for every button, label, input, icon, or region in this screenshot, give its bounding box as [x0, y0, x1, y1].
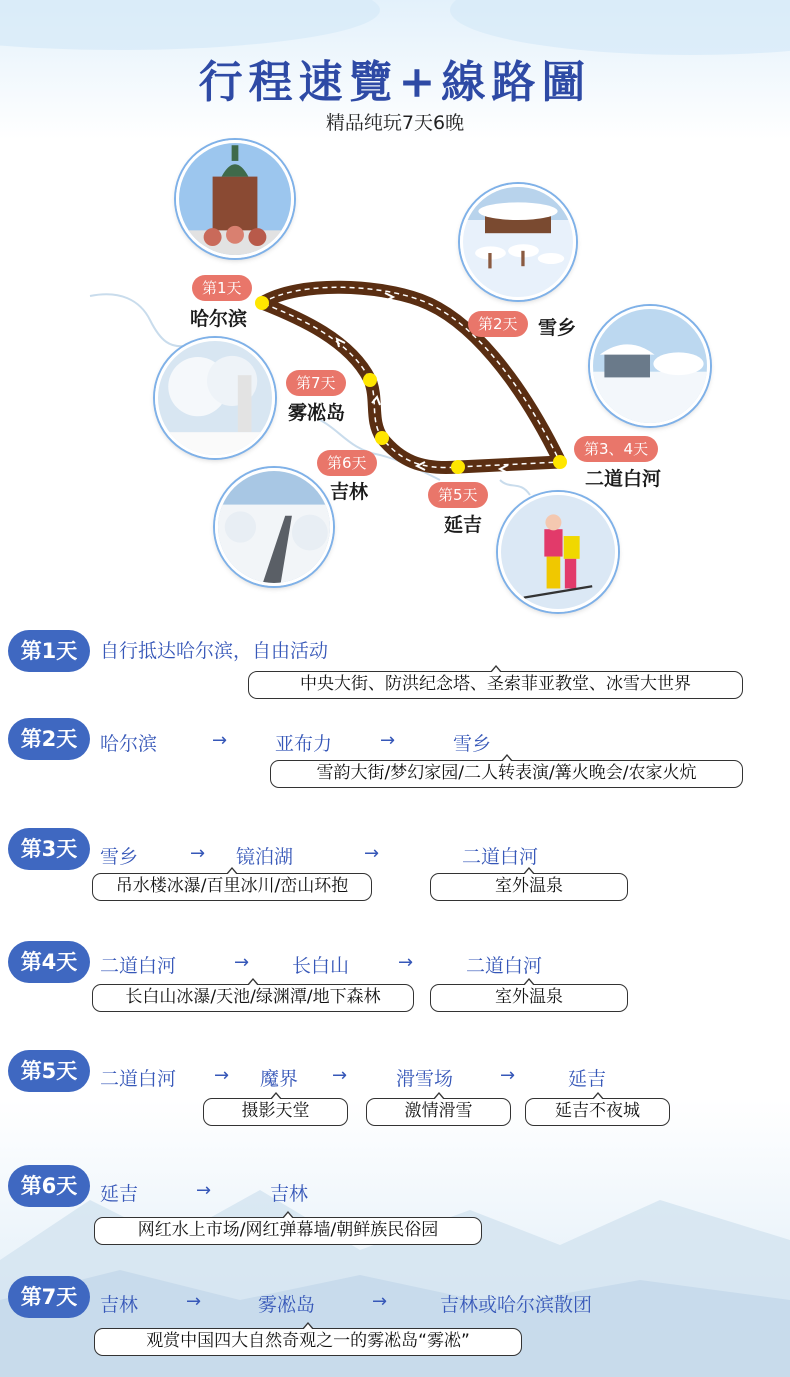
- day2-arrow-1: →: [212, 730, 228, 751]
- day1-activity-box: 中央大街、防洪纪念塔、圣索菲亚教堂、冰雪大世界: [248, 671, 743, 699]
- map-city-erdaobaihe: 二道白河: [585, 468, 662, 490]
- day3-arrow-1: →: [190, 843, 206, 864]
- map-day-pill-3-4: 第3、4天: [574, 436, 658, 462]
- map-day-pill-6: 第6天: [317, 450, 377, 476]
- day7-arrow-1: →: [186, 1291, 202, 1312]
- day2-activity-box: 雪韵大街/梦幻家园/二人转表演/篝火晚会/农家火炕: [270, 760, 743, 788]
- day7-route-stop-3: 吉林或哈尔滨散团: [440, 1294, 593, 1316]
- day6-route-stop-1: 延吉: [100, 1183, 139, 1205]
- day4-activity-box-1: 长白山冰瀑/天池/绿渊潭/地下森林: [92, 984, 414, 1012]
- day5-activity-box-3: 延吉不夜城: [525, 1098, 670, 1126]
- day4-arrow-1: →: [234, 952, 250, 973]
- map-city-harbin: 哈尔滨: [190, 308, 248, 330]
- day-badge-1: 第1天: [8, 630, 90, 672]
- day5-activity-box-2: 激情滑雪: [366, 1098, 511, 1126]
- day7-route-stop-1: 吉林: [100, 1294, 139, 1316]
- day-badge-3: 第3天: [8, 828, 90, 870]
- day7-route-stop-2: 雾凇岛: [258, 1294, 316, 1316]
- day2-route-stop-1: 哈尔滨: [100, 733, 158, 755]
- page-subtitle: 精品纯玩7天6晚: [325, 112, 465, 134]
- day3-activity-box-1: 吊水楼冰瀑/百里冰川/峦山环抱: [92, 873, 372, 901]
- map-day-pill-7: 第7天: [286, 370, 346, 396]
- stop-dot-yanji: [451, 460, 465, 474]
- day5-activity-box-1: 摄影天堂: [203, 1098, 348, 1126]
- day3-arrow-2: →: [364, 843, 380, 864]
- day6-route-stop-2: 吉林: [270, 1183, 309, 1205]
- day5-route-stop-2: 魔界: [260, 1068, 299, 1090]
- page-title: 行程速覽+線路圖: [198, 57, 592, 108]
- skiing-photo: [498, 492, 618, 612]
- day3-route-stop-2: 镜泊湖: [236, 846, 294, 868]
- day6-arrow-1: →: [196, 1180, 212, 1201]
- rime-trees-photo: [155, 338, 275, 458]
- day4-route-stop-1: 二道白河: [100, 955, 177, 977]
- day5-arrow-1: →: [214, 1065, 230, 1086]
- day3-route-stop-1: 雪乡: [100, 846, 139, 868]
- snow-house-photo: [590, 306, 710, 426]
- day2-route-stop-3: 雪乡: [453, 733, 492, 755]
- harbin-church-photo: [176, 140, 294, 258]
- day7-arrow-2: →: [372, 1291, 388, 1312]
- day7-activity-box: 观赏中国四大自然奇观之一的雾凇岛“雾凇”: [94, 1328, 522, 1356]
- day3-route-stop-3: 二道白河: [462, 846, 539, 868]
- map-city-jilin: 吉林: [330, 481, 369, 503]
- day5-route-stop-3: 滑雪场: [396, 1068, 454, 1090]
- xuexiang-village-photo: [460, 184, 576, 300]
- map-city-wusongdao: 雾凇岛: [288, 402, 346, 424]
- map-day-pill-5: 第5天: [428, 482, 488, 508]
- day4-route-stop-2: 长白山: [292, 955, 350, 977]
- map-day-pill-2: 第2天: [468, 311, 528, 337]
- map-day-pill-1: 第1天: [192, 275, 252, 301]
- day4-arrow-2: →: [398, 952, 414, 973]
- jilin-river-photo: [215, 468, 333, 586]
- day-badge-7: 第7天: [8, 1276, 90, 1318]
- day4-route-stop-3: 二道白河: [466, 955, 543, 977]
- day5-route-stop-4: 延吉: [568, 1068, 607, 1090]
- day5-arrow-2: →: [332, 1065, 348, 1086]
- map-city-yanji: 延吉: [444, 514, 483, 536]
- day4-activity-box-2: 室外温泉: [430, 984, 628, 1012]
- stop-dot-wusongdao: [363, 373, 377, 387]
- day2-arrow-2: →: [380, 730, 396, 751]
- stop-dot-jilin: [375, 431, 389, 445]
- day-badge-2: 第2天: [8, 718, 90, 760]
- stop-dot-harbin: [255, 296, 269, 310]
- day-badge-5: 第5天: [8, 1050, 90, 1092]
- day6-activity-box: 网红水上市场/网红弹幕墙/朝鲜族民俗园: [94, 1217, 482, 1245]
- day3-activity-box-2: 室外温泉: [430, 873, 628, 901]
- day-badge-4: 第4天: [8, 941, 90, 983]
- day2-route-stop-2: 亚布力: [275, 733, 333, 755]
- day5-route-stop-1: 二道白河: [100, 1068, 177, 1090]
- stop-dot-erdaobaihe: [553, 455, 567, 469]
- map-city-xuexiang: 雪乡: [538, 317, 577, 339]
- day5-arrow-3: →: [500, 1065, 516, 1086]
- day-badge-6: 第6天: [8, 1165, 90, 1207]
- day1-route-text: 自行抵达哈尔滨，自由活动: [100, 640, 329, 662]
